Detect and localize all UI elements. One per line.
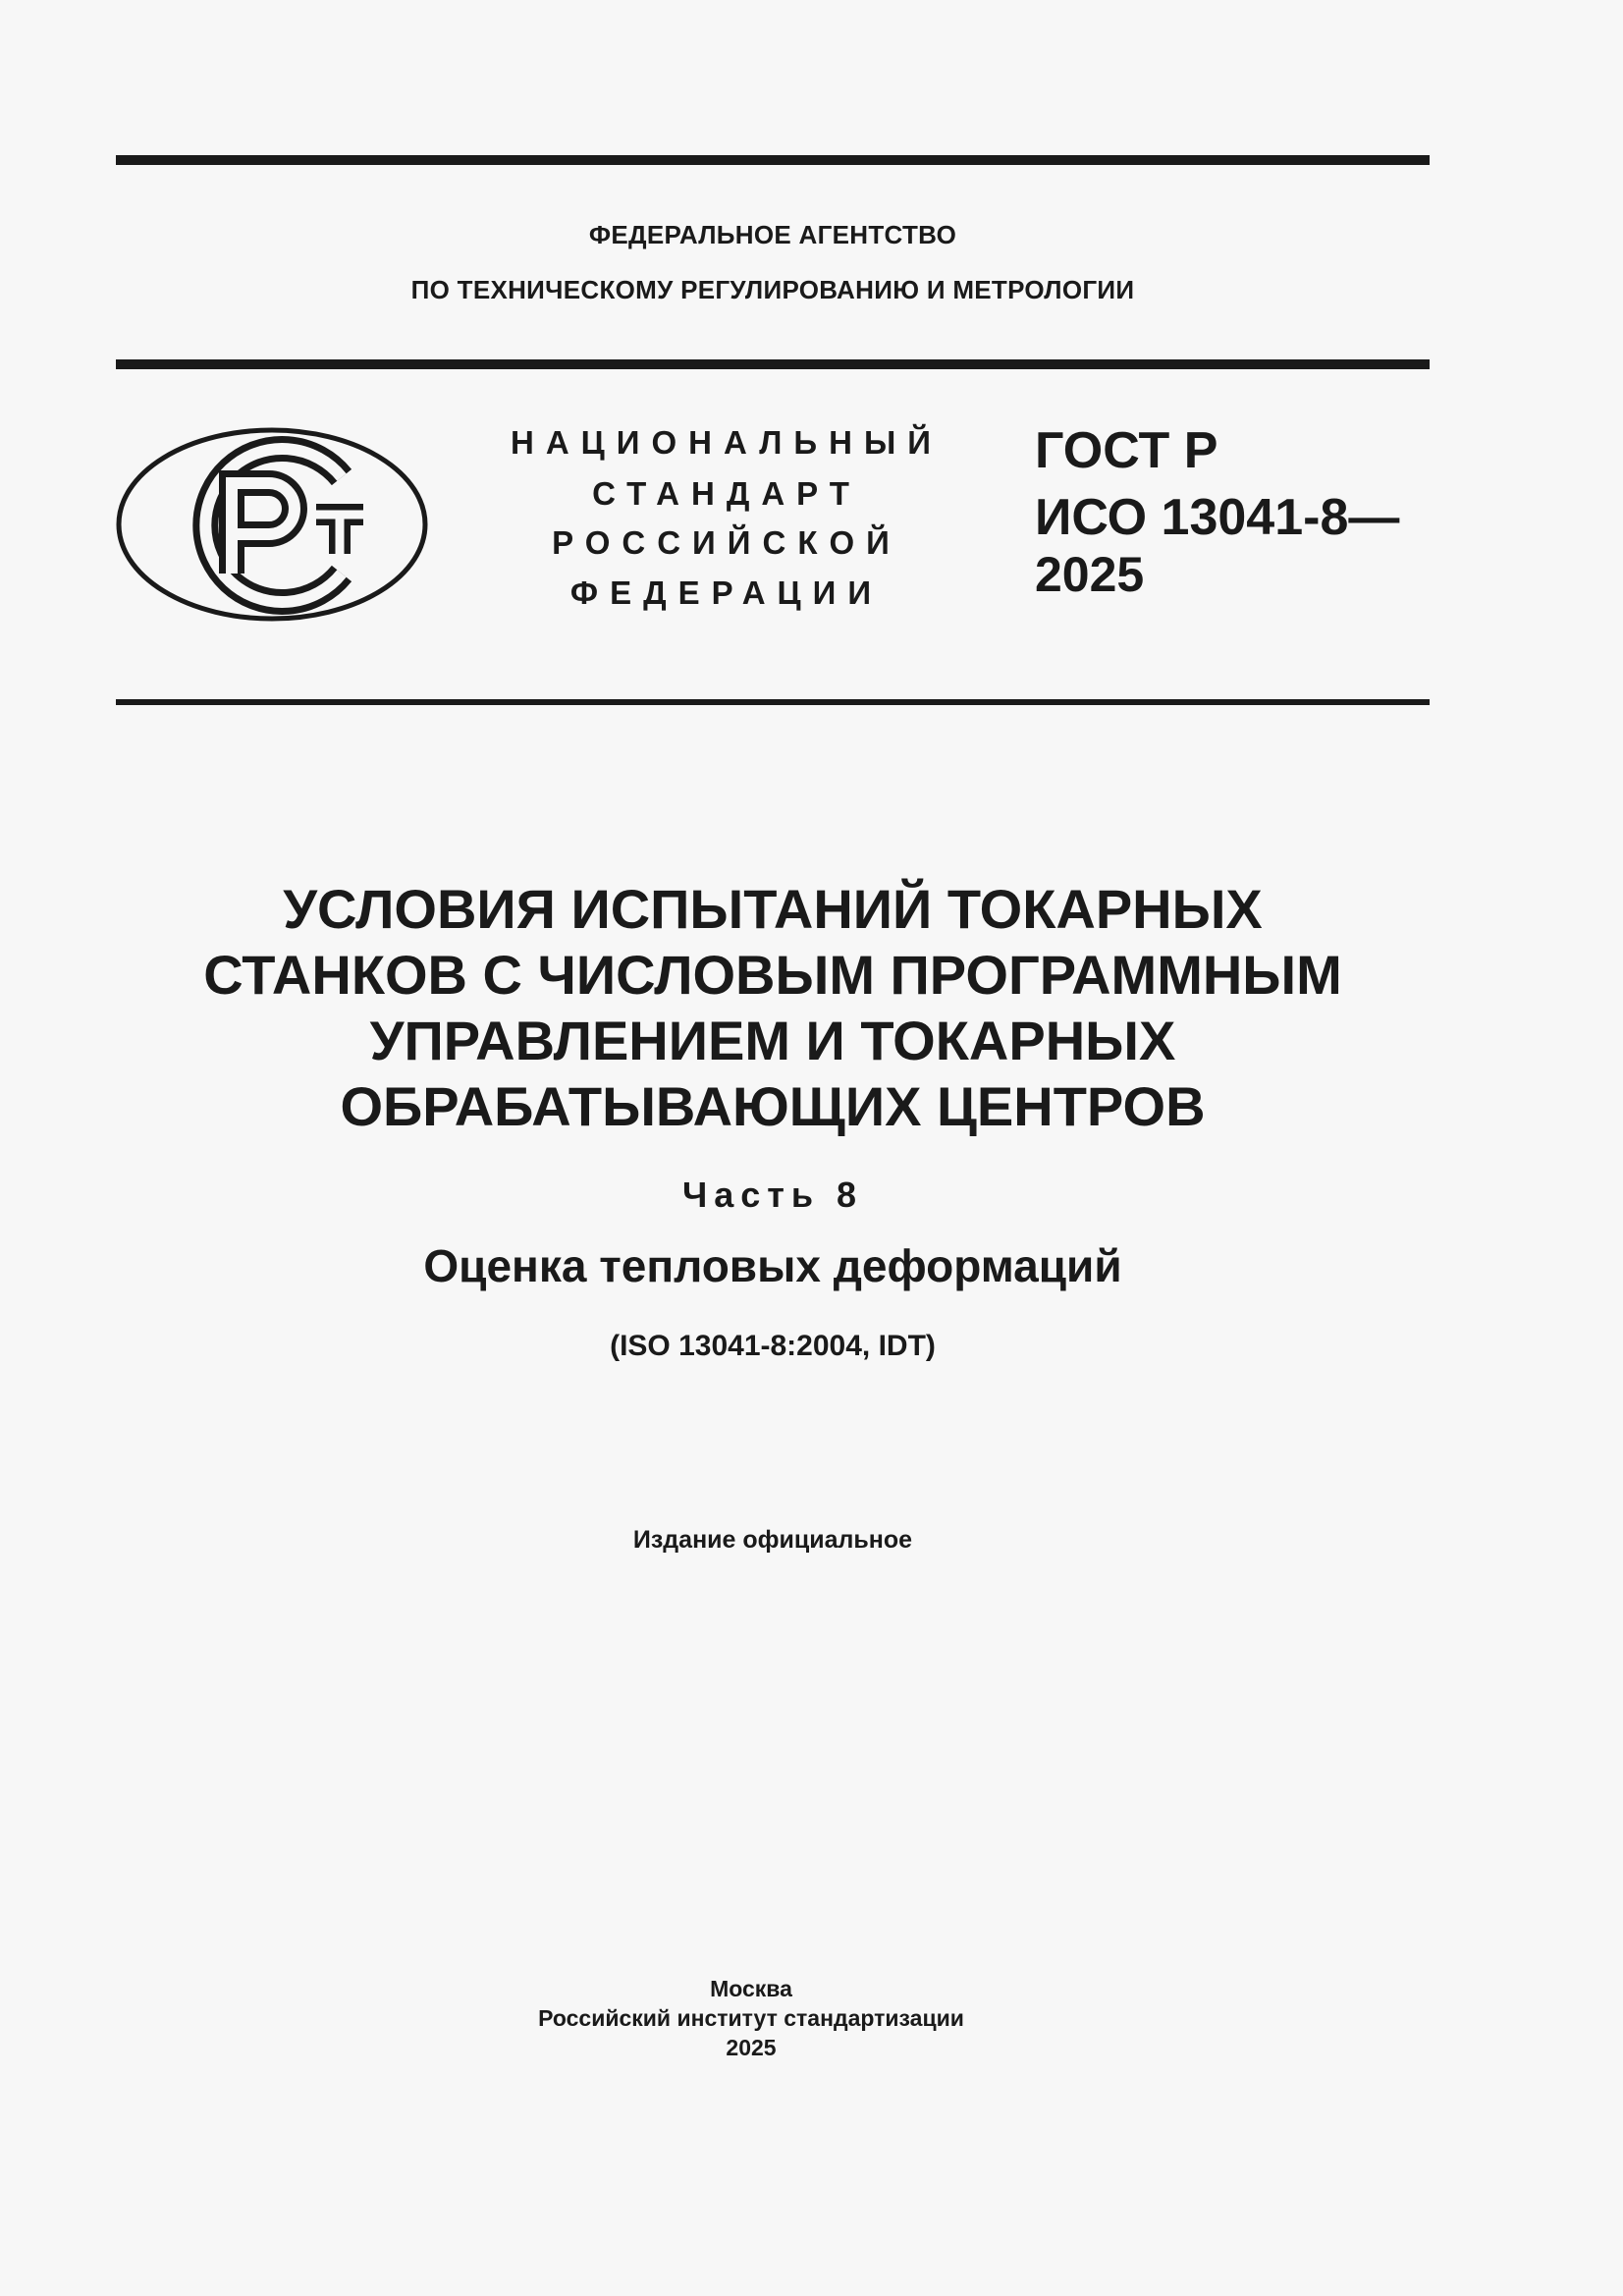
title-line-2: СТАНКОВ С ЧИСЛОВЫМ ПРОГРАММНЫМ [203, 944, 1342, 1006]
subtitle: Оценка тепловых деформаций [423, 1240, 1122, 1291]
standard-type-line-1: НАЦИОНАЛЬНЫЙ [511, 424, 943, 461]
edition-label: Издание официальное [632, 1526, 913, 1554]
title-line-4: ОБРАБАТЫВАЮЩИХ ЦЕНТРОВ [340, 1075, 1206, 1137]
agency-line-1: ФЕДЕРАЛЬНОЕ АГЕНТСТВО [588, 220, 957, 249]
standard-type-line-2: СТАНДАРТ [592, 475, 861, 512]
imprint-publisher: Российский институт стандартизации [538, 2005, 964, 2031]
rst-logo-icon [116, 426, 428, 623]
part-number: Часть 8 [681, 1175, 864, 1215]
standard-type-line-4: ФЕДЕРАЦИИ [569, 574, 884, 611]
imprint-city: Москва [710, 1976, 792, 2001]
agency-line-2: ПО ТЕХНИЧЕСКОМУ РЕГУЛИРОВАНИЮ И МЕТРОЛОГИИ [410, 275, 1135, 304]
top-rule [116, 155, 1430, 165]
iso-reference: (ISO 13041-8:2004, IDT) [610, 1330, 936, 1362]
title-line-1: УСЛОВИЯ ИСПЫТАНИЙ ТОКАРНЫХ [283, 878, 1263, 940]
designation-line-3: 2025 [1035, 547, 1145, 602]
designation-line-1: ГОСТ Р [1035, 422, 1218, 479]
imprint-year: 2025 [726, 2035, 777, 2060]
designation-line-2: ИСО 13041-8— [1035, 489, 1400, 546]
header-bottom-rule [116, 699, 1430, 705]
standard-type-line-3: РОССИЙСКОЙ [552, 524, 901, 561]
title-line-3: УПРАВЛЕНИЕМ И ТОКАРНЫХ [369, 1010, 1176, 1071]
header-rule [116, 359, 1430, 369]
